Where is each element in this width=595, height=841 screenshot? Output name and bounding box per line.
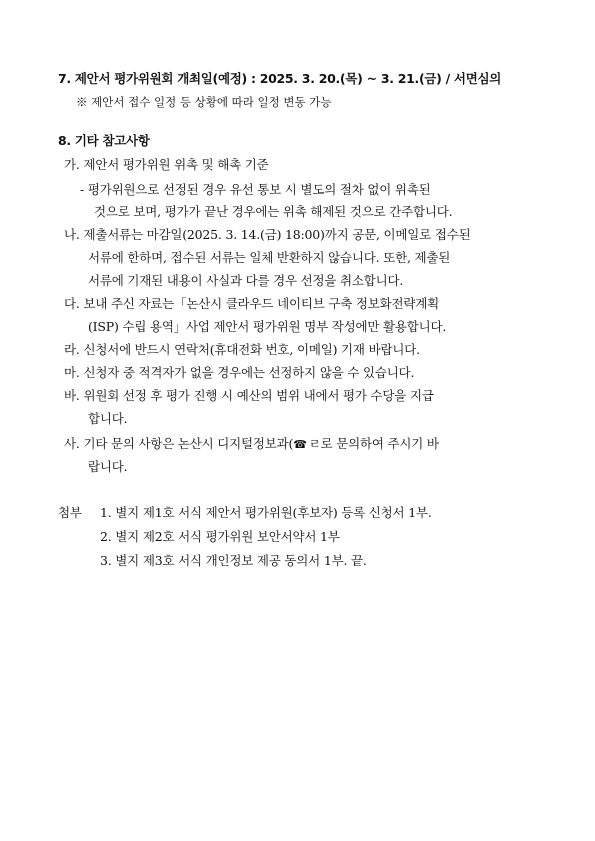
item-text: 제안서 평가위원 위촉 및 해촉 기준 <box>83 157 269 172</box>
item-text: 보내 주신 자료는「논산시 클라우드 네이티브 구축 정보화전략계획 <box>83 296 440 311</box>
attachment-item: 3. 별지 제3호 서식 개인정보 제공 동의서 1부. 끝. <box>100 553 367 568</box>
item-text-tail: ㄹ로 문의하여 주시기 바 <box>308 436 439 451</box>
item-text: 신청서에 반드시 연락처(휴대전화 번호, 이메일) 기재 바랍니다. <box>83 342 420 357</box>
item-continuation: 랍니다. <box>88 459 128 474</box>
item-continuation: 서류에 기재된 내용이 사실과 다를 경우 선정을 취소합니다. <box>88 273 404 288</box>
section-8-title: 8. 기타 참고사항 <box>58 133 150 148</box>
attachment-item: 1. 별지 제1호 서식 제안서 평가위원(후보자) 등록 신청서 1부. <box>100 505 432 520</box>
list-item <box>64 225 470 243</box>
list-item <box>80 180 431 198</box>
item-continuation: 것으로 보며, 평가가 끝난 경우에는 위촉 해제된 것으로 간주합니다. <box>94 204 453 219</box>
list-item <box>64 294 439 312</box>
item-marker: 마. <box>64 365 80 380</box>
item-continuation: 합니다. <box>88 411 128 426</box>
item-marker: 다. <box>64 296 80 311</box>
list-item <box>64 386 434 404</box>
item-text: 평가위원으로 선정된 경우 유선 통보 시 별도의 절차 없이 위촉된 <box>87 182 431 197</box>
section-7-note: ※ 제안서 접수 일정 등 상황에 따라 일정 변동 가능 <box>76 95 332 109</box>
item-text: 위원회 선정 후 평가 진행 시 예산의 범위 내에서 평가 수당을 지급 <box>83 388 434 403</box>
list-item <box>64 340 420 358</box>
item-text: 신청자 중 적격자가 없을 경우에는 선정하지 않을 수 있습니다. <box>83 365 415 380</box>
phone-icon: ☎ <box>293 438 307 451</box>
item-text: 기타 문의 사항은 논산시 디지털정보과( <box>83 436 294 451</box>
item-marker: 가. <box>64 157 80 172</box>
section-7-title: 7. 제안서 평가위원회 개최일(예정) : 2025. 3. 20.(목) ~ 3. 21.(금) / 서면심의 <box>58 71 502 86</box>
list-item <box>64 363 414 381</box>
attachment-item: 2. 별지 제2호 서식 평가위원 보안서약서 1부 <box>100 529 340 544</box>
item-continuation: (ISP) 수립 용역」사업 제안서 평가위원 명부 작성에만 활용합니다. <box>88 319 447 334</box>
item-text: 제출서류는 마감일(2025. 3. 14.(금) 18:00)까지 공문, 이메일로 접수된 <box>83 227 471 242</box>
item-marker: 나. <box>64 227 80 242</box>
item-marker: 사. <box>64 436 80 451</box>
attachments-label: 첨부 <box>58 505 82 520</box>
item-marker: 바. <box>64 388 80 403</box>
item-marker: 라. <box>64 342 80 357</box>
item-continuation: 서류에 한하며, 접수된 서류는 일체 반환하지 않습니다. 또한, 제출된 <box>88 250 451 265</box>
item-marker: - <box>80 182 85 197</box>
list-item <box>64 155 269 173</box>
list-item <box>64 434 439 452</box>
